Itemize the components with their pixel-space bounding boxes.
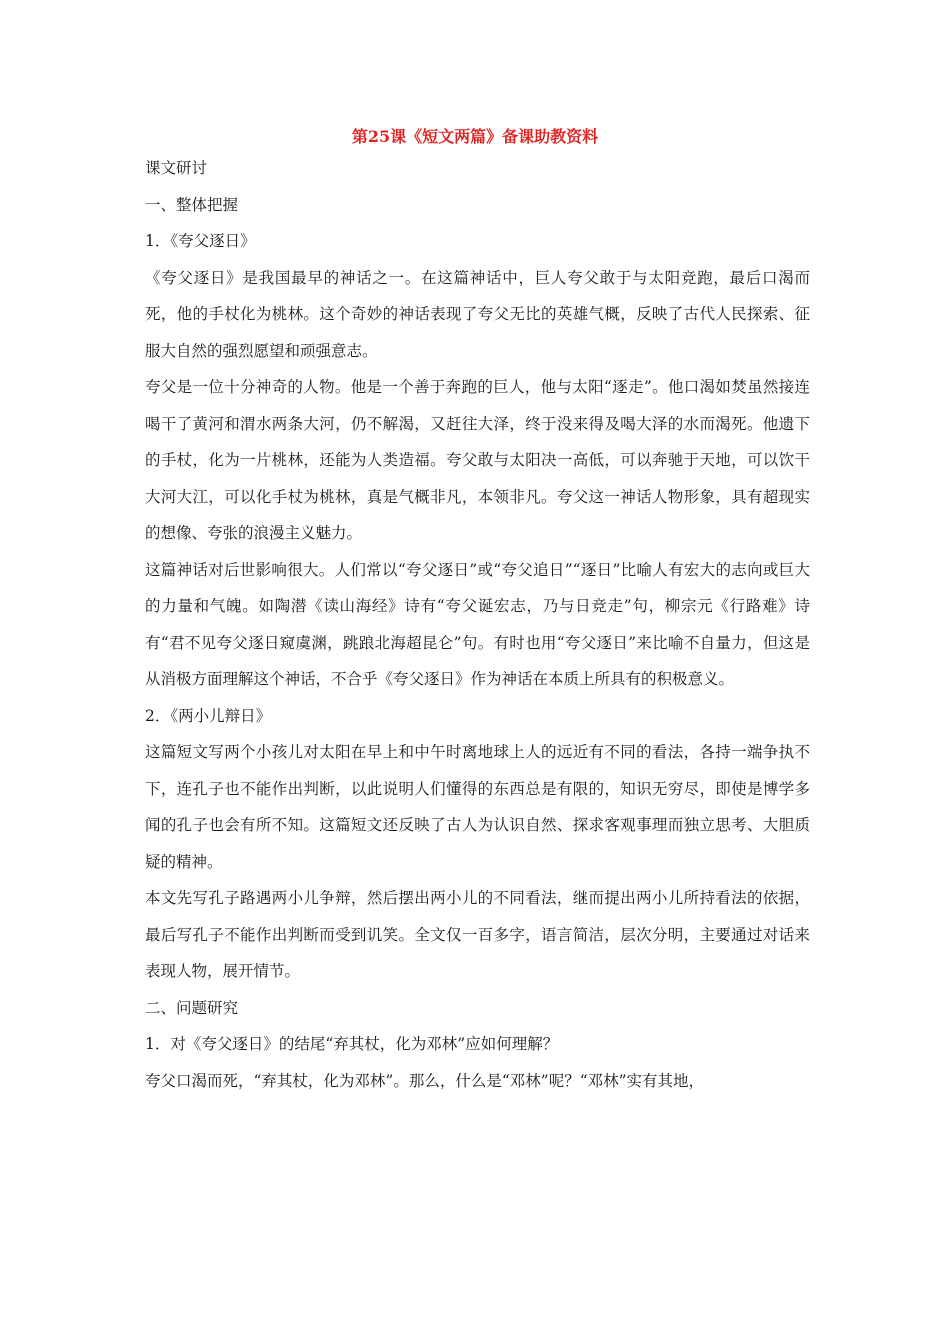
document-body bbox=[145, 150, 810, 1099]
document-title: 第25课《短文两篇》备课助教资料 bbox=[351, 127, 599, 146]
section-heading: 一、整体把握 bbox=[145, 195, 239, 214]
subsection-heading: 1．《夸父逐日》 bbox=[145, 232, 256, 250]
body-paragraph: 这篇短文写两个小孩儿对太阳在早上和中午时离地球上人的远近有不同的看法，各持一端争执不下，连孔子也不能作出判断，以此说明人们懂得的东西总是有限的，知识无穷尽，即使是博学多闻的孔子也会有所不知。这篇短文还反映了古人为认识自然、探求客观事理而独立思考、大胆质疑的精神。 bbox=[145, 743, 810, 871]
body-paragraph: 夸父口渴而死，“弃其杖，化为邓林”。那么，什么是“邓林”呢？“邓林”实有其地， bbox=[145, 1071, 705, 1090]
body-paragraph: 《夸父逐日》是我国最早的神话之一。在这篇神话中，巨人夸父敢于与太阳竞跑，最后口渴而死，他的手杖化为桃林。这个奇妙的神话表现了夸父无比的英雄气概，反映了古代人民探索、征服大自然的强烈愿望和顽强意志。 bbox=[145, 268, 810, 360]
section-heading: 二、问题研究 bbox=[145, 998, 239, 1017]
question-heading: 1．对《夸父逐日》的结尾“弃其杖，化为邓林”应如何理解？ bbox=[145, 1035, 559, 1053]
body-paragraph: 夸父是一位十分神奇的人物。他是一个善于奔跑的巨人，他与太阳“逐走”。他口渴如焚虽然接连喝干了黄河和渭水两条大河，仍不解渴，又赶往大泽，终于没来得及喝大泽的水而渴死。他遗下的手杖，化为一片桃林，还能为人类造福。夸父敢与太阳决一高低，可以奔驰于天地，可以饮干大河大江，可以化手杖为桃林，真是气概非凡，本领非凡。夸父这一神话人物形象，具有超现实的想像、夸张的浪漫主义魅力。 bbox=[145, 378, 810, 542]
section-label: 课文研讨 bbox=[145, 159, 208, 177]
body-paragraph: 这篇神话对后世影响很大。人们常以“夸父逐日”或“夸父追日”“逐日”比喻人有宏大的志向或巨大的力量和气魄。如陶潜《读山海经》诗有“夸父诞宏志，乃与日竞走”句，柳宗元《行路难》诗有“君不见夸父逐日窥虞渊，跳踉北海超昆仑”句。有时也用“夸父逐日”来比喻不自量力，但这是从消极方面理解这个神话，不合乎《夸父逐日》作为神话在本质上所具有的积极意义。 bbox=[145, 560, 810, 688]
subsection-heading: 2．《两小儿辩日》 bbox=[145, 706, 272, 725]
body-paragraph: 本文先写孔子路遇两小儿争辩，然后摆出两小儿的不同看法，继而提出两小儿所持看法的依据，最后写孔子不能作出判断而受到讥笑。全文仅一百多字，语言简洁，层次分明，主要通过对话来表现人物，展开情节。 bbox=[145, 889, 810, 980]
